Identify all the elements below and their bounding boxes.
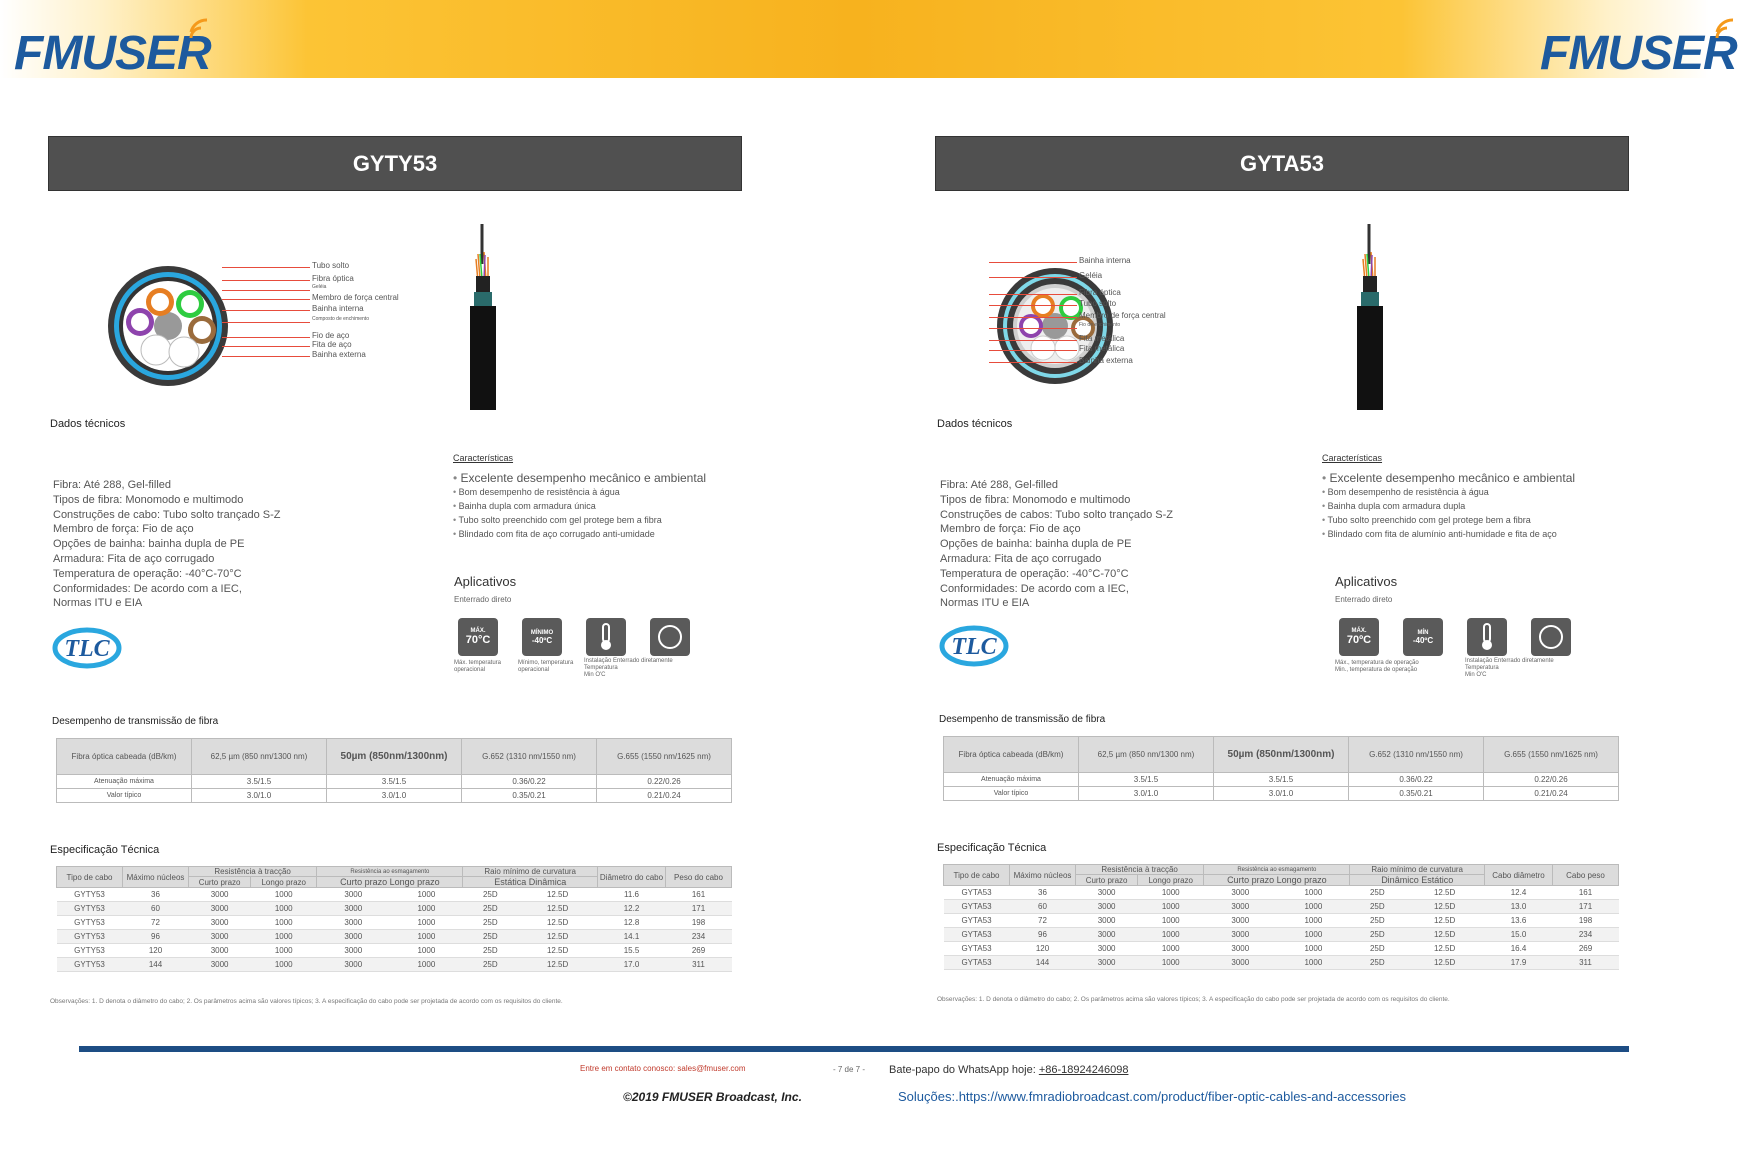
tech-item: Tipos de fibra: Monomodo e multimodo	[940, 493, 1131, 506]
table-header: Máximo núcleos	[123, 867, 189, 888]
diagram-label: Composto de enchimento	[312, 316, 369, 322]
thermometer-icon	[1467, 618, 1507, 656]
feature-item: • Excelente desempenho mecânico e ambiental	[1322, 471, 1622, 485]
leader-line	[989, 262, 1077, 263]
tech-item: Opções de bainha: bainha dupla de PE	[53, 538, 245, 551]
table-header: Resistência ao esmagamento	[317, 867, 463, 877]
tech-item: Normas ITU e EIA	[940, 597, 1030, 610]
leader-line	[989, 277, 1077, 278]
tech-item: Fibra: Até 288, Gel-filled	[53, 479, 172, 491]
tech-item: Construções de cabo: Tubo solto trançado S-Z	[53, 508, 281, 521]
apps-heading: Aplicativos	[1335, 574, 1398, 589]
header-band	[0, 0, 1709, 78]
features-heading: Características	[1322, 453, 1383, 463]
table-header: Peso do cabo	[666, 867, 732, 888]
tech-item: Normas ITU e EIA	[53, 597, 143, 610]
diagram-label: Bainha externa	[312, 350, 366, 359]
table-header: Diâmetro do cabo	[598, 867, 666, 888]
feature-item: • Tubo solto preenchido com gel protege bem a fibra	[1322, 513, 1622, 527]
leader-line	[989, 340, 1077, 341]
diagram-label: Fibra óptica	[312, 274, 354, 283]
table-header: Raio mínimo de curvatura	[463, 867, 598, 877]
tech-item: Opções de bainha: bainha dupla de PE	[940, 538, 1132, 551]
table-header: Curto prazo Longo prazo	[1204, 875, 1350, 886]
signal-arcs-icon	[187, 18, 221, 42]
contact-link[interactable]: Entre em contato conosco: sales@fmuser.com	[580, 1064, 746, 1073]
features	[1322, 453, 1622, 541]
table-header: G.652 (1310 nm/1550 nm)	[1349, 737, 1484, 773]
tech-item: Tipos de fibra: Monomodo e multimodo	[53, 493, 244, 506]
table-header: Resistência à tracção	[1076, 865, 1204, 875]
leader-line	[222, 267, 310, 268]
feature-item: • Bainha dupla com armadura única	[453, 499, 753, 513]
min-temperature-icon: MÍNIMO -40ºC	[522, 618, 562, 656]
table-row: GYTA53 96 3000 1000 3000 1000 25D 12.5D 15.0 234	[944, 928, 1619, 942]
table-row: Valor típico 3.0/1.0 3.0/1.0 0.35/0.21 0.21/0.24	[944, 787, 1619, 801]
table-header: Raio mínimo de curvatura	[1350, 865, 1485, 875]
spec-table	[56, 866, 732, 972]
table-header: G.652 (1310 nm/1550 nm)	[462, 739, 597, 775]
tech-item: Membro de força: Fio de aço	[940, 523, 1081, 536]
tlc-logo	[939, 624, 1009, 668]
table-header: Estática Dinâmica	[463, 877, 598, 888]
table-header: Longo prazo	[1138, 875, 1204, 886]
leader-line	[989, 350, 1077, 351]
table-header: Curto prazo Longo prazo	[317, 877, 463, 888]
icon-caption: Instalação Enterrado diretamente Temperatura Min O'C	[584, 658, 673, 678]
table-header: Cabo diâmetro	[1485, 865, 1553, 886]
diagram-label: Geléia	[1079, 271, 1103, 280]
tech-item: Membro de força: Fio de aço	[53, 523, 194, 536]
fmuser-logo-right: FMUSER	[1540, 26, 1737, 81]
svg-text:TLC: TLC	[951, 634, 997, 660]
apps-sub: Enterrado direto	[454, 595, 512, 604]
table-row: GYTY53 144 3000 1000 3000 1000 25D 12.5D 17.0 311	[57, 958, 732, 972]
leader-line	[989, 305, 1077, 306]
table-header: G.655 (1550 nm/1625 nm)	[597, 739, 732, 775]
feature-item: • Bom desempenho de resistência à água	[453, 485, 753, 499]
table-header: Resistência ao esmagamento	[1204, 865, 1350, 875]
leader-line	[222, 346, 310, 347]
icon-caption: Máx., temperatura de operação Min., temperatura de operação	[1335, 660, 1419, 673]
apps-heading: Aplicativos	[454, 574, 517, 589]
table-header: Tipo de cabo	[57, 867, 123, 888]
table-row: Atenuação máxima 3.5/1.5 3.5/1.5 0.36/0.22 0.22/0.26	[944, 773, 1619, 787]
product-title: GYTY53	[48, 136, 742, 191]
tech-item: Fibra: Até 288, Gel-filled	[940, 479, 1059, 491]
diagram-label: Fita metálica	[1079, 334, 1125, 343]
feature-item: • Blindado com fita de aço corrugado anti-umidade	[453, 527, 753, 541]
table-header: G.655 (1550 nm/1625 nm)	[1484, 737, 1619, 773]
tech-item: Conformidades: De acordo com a IEC,	[940, 582, 1129, 595]
signal-arcs-icon	[1713, 18, 1747, 42]
leader-line	[989, 294, 1077, 295]
diagram-label: Fio de aço	[312, 331, 350, 340]
tech-list	[940, 478, 1300, 611]
apps-sub: Enterrado direto	[1335, 595, 1393, 604]
cable-photo	[458, 224, 508, 410]
tech-item: Temperatura de operação: -40°C-70°C	[53, 567, 242, 580]
product-title: GYTA53	[935, 136, 1629, 191]
applications	[454, 574, 516, 604]
table-header: Fibra óptica cabeada (dB/km)	[57, 739, 192, 775]
table-row: GYTA53 120 3000 1000 3000 1000 25D 12.5D 16.4 269	[944, 942, 1619, 956]
buried-direct-icon	[650, 618, 690, 656]
leader-line	[222, 337, 310, 338]
tech-heading: Dados técnicos	[937, 418, 1013, 430]
table-row: GYTA53 36 3000 1000 3000 1000 25D 12.5D 12.4 161	[944, 886, 1619, 900]
table-header: Longo prazo	[251, 877, 317, 888]
table-header: Tipo de cabo	[944, 865, 1010, 886]
t1-title: Desempenho de transmissão de fibra	[52, 716, 219, 727]
table-row: GYTY53 96 3000 1000 3000 1000 25D 12.5D 14.1 234	[57, 930, 732, 944]
tech-list	[53, 478, 413, 611]
feature-item: • Tubo solto preenchido com gel protege bem a fibra	[453, 513, 753, 527]
tlc-logo	[52, 626, 122, 670]
min-temperature-icon: MÍN -40ºC	[1403, 618, 1443, 656]
t2-title: Especificação Técnica	[937, 842, 1047, 854]
leader-line	[222, 310, 310, 311]
leader-line	[222, 299, 310, 300]
table-header: 50µm (850nm/1300nm)	[1214, 737, 1349, 773]
diagram-label: Fio de enchimento	[1079, 322, 1121, 328]
diagram-label: Membro de força central	[312, 293, 399, 302]
max-temperature-icon: MÁX. 70ºC	[1339, 618, 1379, 656]
table-row: GYTA53 72 3000 1000 3000 1000 25D 12.5D 13.6 198	[944, 914, 1619, 928]
table-header: Dinâmico Estático	[1350, 875, 1485, 886]
transmission-table	[943, 736, 1619, 801]
t1-title: Desempenho de transmissão de fibra	[939, 714, 1106, 725]
leader-line	[222, 356, 310, 357]
tech-item: Construções de cabos: Tubo solto trançado S-Z	[940, 508, 1173, 521]
table-header: Fibra óptica cabeada (dB/km)	[944, 737, 1079, 773]
leader-line	[222, 322, 310, 323]
copyright: ©2019 FMUSER Broadcast, Inc.	[623, 1090, 802, 1104]
tech-item: Conformidades: De acordo com a IEC,	[53, 582, 242, 595]
transmission-table	[56, 738, 732, 803]
icon-caption: Instalação Enterrado diretamente Temperatura Min O'C	[1465, 658, 1554, 678]
product-panel-gyta53	[935, 136, 1635, 1016]
leader-line	[989, 317, 1077, 318]
table-header: Resistência à tracção	[189, 867, 317, 877]
table-row: Atenuação máxima 3.5/1.5 3.5/1.5 0.36/0.22 0.22/0.26	[57, 775, 732, 789]
feature-item: • Bom desempenho de resistência à água	[1322, 485, 1622, 499]
icon-caption: Máx. temperatura operacional	[454, 660, 502, 673]
leader-line	[989, 328, 1077, 329]
cable-cross-section	[108, 256, 488, 396]
feature-item: • Blindado com fita de alumínio anti-humidade e fita de aço	[1322, 527, 1622, 541]
table-row: GYTA53 144 3000 1000 3000 1000 25D 12.5D 17.9 311	[944, 956, 1619, 970]
table-row: GYTY53 36 3000 1000 3000 1000 25D 12.5D 11.6 161	[57, 888, 732, 902]
diagram-label: Membro de força central	[1079, 311, 1166, 320]
tech-item: Armadura: Fita de aço corrugado	[940, 552, 1102, 565]
leader-line	[989, 362, 1077, 363]
table-header: 50µm (850nm/1300nm)	[327, 739, 462, 775]
whatsapp-number[interactable]: +86-18924246098	[1038, 1064, 1129, 1076]
svg-text:TLC: TLC	[64, 636, 110, 662]
icon-caption: Mínimo, temperatura operacional	[518, 660, 574, 673]
table-header: 62,5 µm (850 nm/1300 nm)	[1079, 737, 1214, 773]
t2-title: Especificação Técnica	[50, 844, 160, 856]
diagram-label: Fibra óptica	[1079, 288, 1121, 297]
table-row: GYTY53 72 3000 1000 3000 1000 25D 12.5D 12.8 198	[57, 916, 732, 930]
table-row: GYTA53 60 3000 1000 3000 1000 25D 12.5D 13.0 171	[944, 900, 1619, 914]
thermometer-icon	[586, 618, 626, 656]
table-header: Curto prazo	[1076, 875, 1138, 886]
leader-line	[222, 290, 310, 291]
diagram-label: Bainha externa	[1079, 356, 1133, 365]
buried-direct-icon	[1531, 618, 1571, 656]
table-row: GYTY53 120 3000 1000 3000 1000 25D 12.5D 15.5 269	[57, 944, 732, 958]
diagram-label: Bainha interna	[1079, 256, 1131, 265]
feature-item: • Excelente desempenho mecânico e ambiental	[453, 471, 753, 485]
diagram-label: Fita metálica	[1079, 344, 1125, 353]
table-header: 62,5 µm (850 nm/1300 nm)	[192, 739, 327, 775]
product-panel-gyty53	[48, 136, 748, 1016]
table-row: Valor típico 3.0/1.0 3.0/1.0 0.35/0.21 0.21/0.24	[57, 789, 732, 803]
features	[453, 453, 753, 541]
cable-photo	[1345, 224, 1395, 410]
footer-divider	[79, 1046, 1629, 1052]
applications	[1335, 574, 1397, 604]
whatsapp-text: Bate-papo do WhatsApp hoje: +86-18924246098	[889, 1064, 1129, 1076]
max-temperature-icon: MÁX. 70°C	[458, 618, 498, 656]
page-number: - 7 de 7 -	[833, 1065, 866, 1074]
tech-heading: Dados técnicos	[50, 418, 126, 430]
table-row: GYTY53 60 3000 1000 3000 1000 25D 12.5D 12.2 171	[57, 902, 732, 916]
diagram-label: Tubo solto	[312, 261, 350, 270]
tech-item: Temperatura de operação: -40°C-70°C	[940, 567, 1129, 580]
solutions-link[interactable]: Soluções:.https://www.fmradiobroadcast.com/product/fiber-optic-cables-and-accessories	[898, 1089, 1406, 1104]
features-heading: Características	[453, 453, 514, 463]
diagram-label: Tubo solto	[1079, 299, 1117, 308]
note: Observações: 1. D denota o diâmetro do cabo; 2. Os parâmetros acima são valores típicos; 3. A especificação do cabo pode ser projetada de acordo com os requisitos do cliente.	[937, 996, 1450, 1003]
diagram-label: Bainha interna	[312, 304, 364, 313]
fmuser-logo-left: FMUSER	[14, 26, 211, 81]
table-header: Cabo peso	[1553, 865, 1619, 886]
spec-table	[943, 864, 1619, 970]
note: Observações: 1. D denota o diâmetro do cabo; 2. Os parâmetros acima são valores típicos; 3. A especificação do cabo pode ser projetada de acordo com os requisitos do cliente.	[50, 998, 563, 1005]
diagram-label: Fita de aço	[312, 340, 352, 349]
tech-item: Armadura: Fita de aço corrugado	[53, 552, 215, 565]
feature-item: • Bainha dupla com armadura dupla	[1322, 499, 1622, 513]
leader-line	[222, 280, 310, 281]
table-header: Curto prazo	[189, 877, 251, 888]
diagram-label: Geléia	[312, 284, 327, 290]
table-header: Máximo núcleos	[1010, 865, 1076, 886]
